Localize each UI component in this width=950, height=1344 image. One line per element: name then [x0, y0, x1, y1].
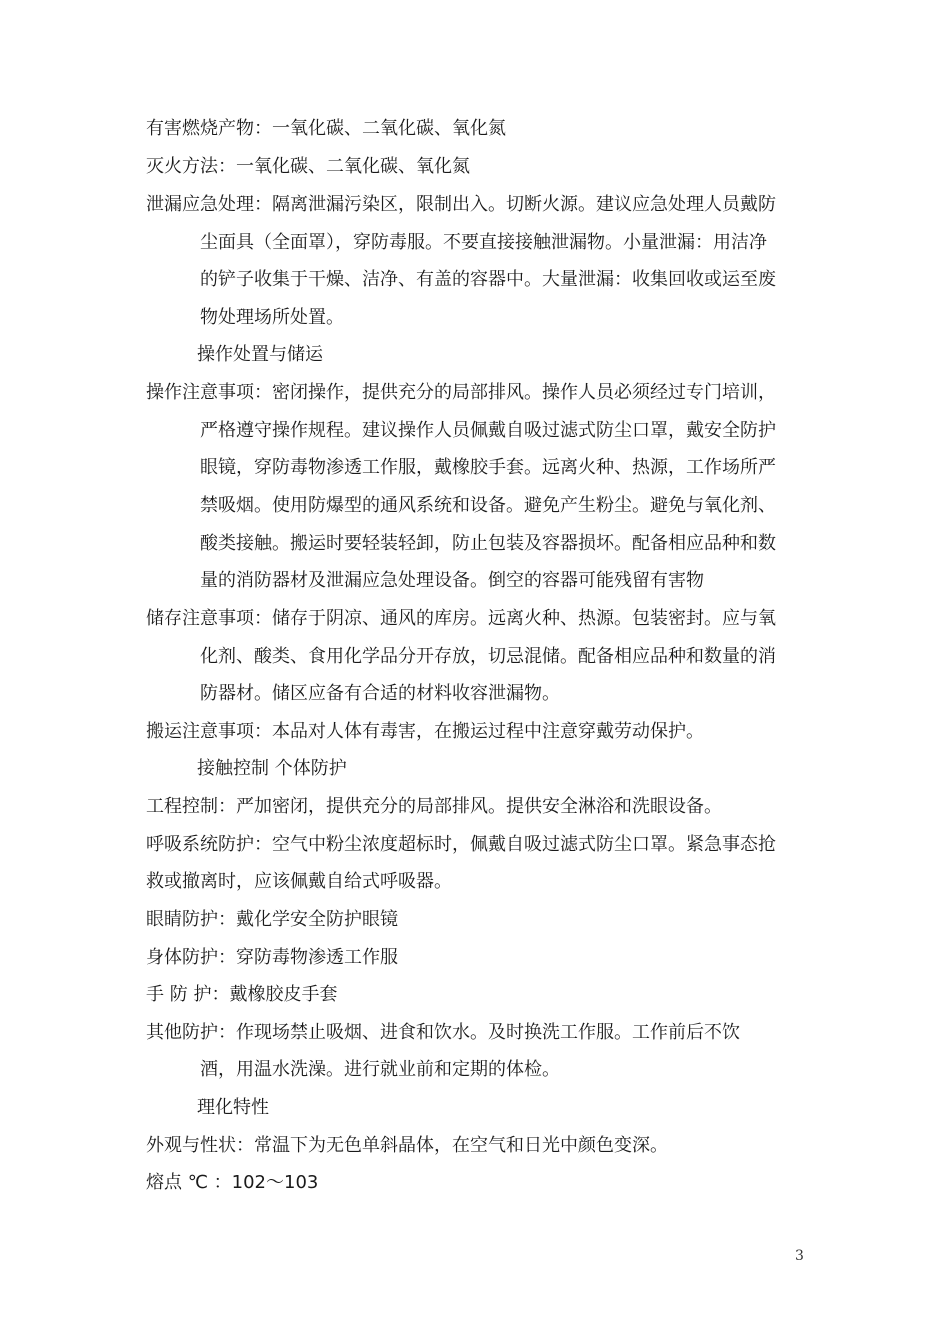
engineering-control: 工程控制：严加密闭，提供充分的局部排风。提供安全淋浴和洗眼设备。 — [146, 796, 722, 817]
other-protection-line-2: 酒，用温水洗澡。进行就业前和定期的体检。 — [200, 1059, 560, 1080]
storage-precautions-line-2: 化剂、酸类、食用化学品分开存放，切忌混储。配备相应品种和数量的消 — [200, 646, 776, 667]
storage-precautions-line-1: 储存注意事项：储存于阴凉、通风的库房。远离火种、热源。包装密封。应与氧 — [146, 608, 776, 629]
fire-fighting-method: 灭火方法：一氧化碳、二氧化碳、氧化氮 — [146, 156, 470, 177]
storage-precautions-line-3: 防器材。储区应备有合适的材料收容泄漏物。 — [200, 683, 560, 704]
handling-precautions-line-6: 量的消防器材及泄漏应急处理设备。倒空的容器可能残留有害物 — [200, 570, 704, 591]
spill-response-line-4: 物处理场所处置。 — [200, 307, 344, 328]
appearance-properties: 外观与性状：常温下为无色单斜晶体，在空气和日光中颜色变深。 — [146, 1135, 668, 1156]
spill-response-line-2: 尘面具（全面罩），穿防毒服。不要直接接触泄漏物。小量泄漏：用洁净 — [200, 232, 767, 253]
section-heading-exposure-control: 接触控制 个体防护 — [197, 758, 347, 779]
spill-response-line-1: 泄漏应急处理：隔离泄漏污染区，限制出入。切断火源。建议应急处理人员戴防 — [146, 194, 776, 215]
hand-protection: 手 防 护：戴橡胶皮手套 — [146, 984, 338, 1005]
other-protection-line-1: 其他防护：作现场禁止吸烟、进食和饮水。及时换洗工作服。工作前后不饮 — [146, 1022, 740, 1043]
spill-response-line-3: 的铲子收集于干燥、洁净、有盖的容器中。大量泄漏：收集回收或运至废 — [200, 269, 776, 290]
melting-point: 熔点 ℃ ：102～103 — [146, 1172, 319, 1193]
handling-precautions-line-5: 酸类接触。搬运时要轻装轻卸，防止包装及容器损坏。配备相应品种和数 — [200, 533, 776, 554]
respiratory-protection-line-1: 呼吸系统防护：空气中粉尘浓度超标时，佩戴自吸过滤式防尘口罩。紧急事态抢 — [146, 834, 776, 855]
handling-precautions-line-4: 禁吸烟。使用防爆型的通风系统和设备。避免产生粉尘。避免与氧化剂、 — [200, 495, 776, 516]
body-protection: 身体防护：穿防毒物渗透工作服 — [146, 947, 398, 968]
eye-protection: 眼睛防护：戴化学安全防护眼镜 — [146, 909, 398, 930]
section-heading-physicochemical: 理化特性 — [197, 1097, 269, 1118]
handling-precautions-line-1: 操作注意事项：密闭操作，提供充分的局部排风。操作人员必须经过专门培训， — [146, 382, 776, 403]
page-number: 3 — [795, 1248, 804, 1264]
respiratory-protection-line-2: 救或撤离时，应该佩戴自给式呼吸器。 — [146, 871, 452, 892]
hazardous-combustion-products: 有害燃烧产物：一氧化碳、二氧化碳、氧化氮 — [146, 118, 506, 139]
handling-precautions-line-2: 严格遵守操作规程。建议操作人员佩戴自吸过滤式防尘口罩，戴安全防护 — [200, 420, 776, 441]
section-heading-handling-storage: 操作处置与储运 — [197, 344, 323, 365]
handling-precautions-line-3: 眼镜，穿防毒物渗透工作服，戴橡胶手套。远离火种、热源，工作场所严 — [200, 457, 776, 478]
transport-precautions: 搬运注意事项：本品对人体有毒害，在搬运过程中注意穿戴劳动保护。 — [146, 721, 704, 742]
